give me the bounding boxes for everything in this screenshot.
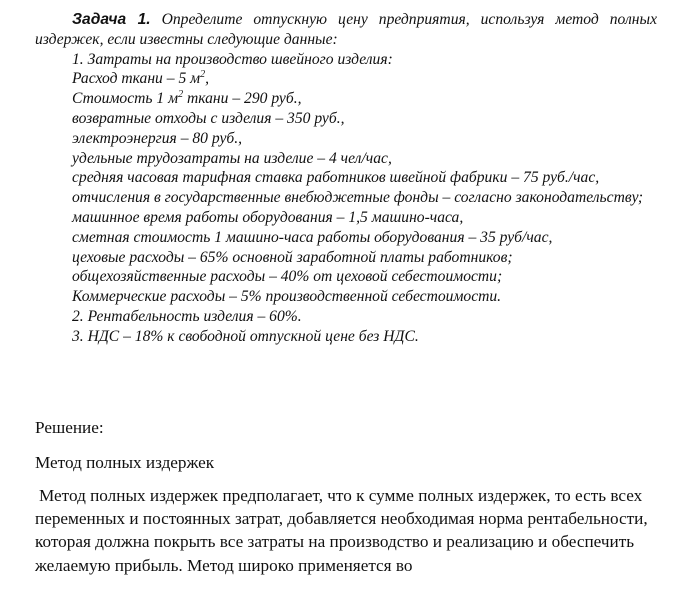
fabric-cost-text: Стоимость 1 м [72, 90, 179, 108]
wage-rate-line: средняя часовая тарифная ставка работников швейной фабрики – 75 руб./час, [72, 169, 600, 187]
list-item: цеховые расходы – 65% основной заработной платы работников; [72, 248, 513, 266]
fabric-cost-line [35, 89, 657, 109]
fabric-usage-line [35, 69, 657, 89]
list-item: удельные трудозатраты на изделие – 4 чел/час, [72, 149, 392, 167]
deductions-line: отчисления в государственные внебюджетные фонды – согласно законодательству; [72, 189, 644, 207]
fabric-usage-text: Расход ткани – 5 м [72, 70, 201, 88]
list-item: Коммерческие расходы – 5% производственной себестоимости. [72, 288, 502, 306]
list-item: 3. НДС – 18% к свободной отпускной цене без НДС. [72, 327, 419, 345]
superscript: 2 [178, 89, 184, 100]
list-item: машинное время работы оборудования – 1,5 машино-часа, [72, 208, 464, 226]
fabric-usage-end: , [205, 70, 209, 88]
list-item: электроэнергия – 80 руб., [72, 129, 243, 147]
task-block [35, 10, 657, 347]
section-costs-title: 1. Затраты на производство швейного изделия: [72, 50, 393, 68]
solution-label: Решение: [35, 418, 104, 437]
list-item: общехозяйственные расходы – 40% от цеховой себестоимости; [72, 268, 503, 286]
list-item: возвратные отходы с изделия – 350 руб., [72, 109, 345, 127]
superscript: 2 [200, 69, 206, 81]
solution-paragraph: Метод полных издержек предполагает, что к сумме полных издержек, то есть всех переменных и постоянных затрат, добавляется необходимая норма рентабельности, которая должна покрыть все затраты на производство и реализацию и обеспечить желаемую прибыль. Метод широко применяется во [35, 486, 648, 575]
fabric-cost-end: ткани – 290 руб., [183, 90, 302, 108]
task-intro-text: Определите отпускную цену предприятия, используя метод полных издержек, если известны следующие данные: [35, 11, 657, 48]
task-intro [35, 10, 657, 50]
list-item: сметная стоимость 1 машино-часа работы оборудования – 35 руб/час, [72, 228, 553, 246]
method-title: Метод полных издержек [35, 453, 215, 472]
task-heading: Задача 1. [72, 11, 151, 28]
list-item: 2. Рентабельность изделия – 60%. [72, 307, 302, 325]
